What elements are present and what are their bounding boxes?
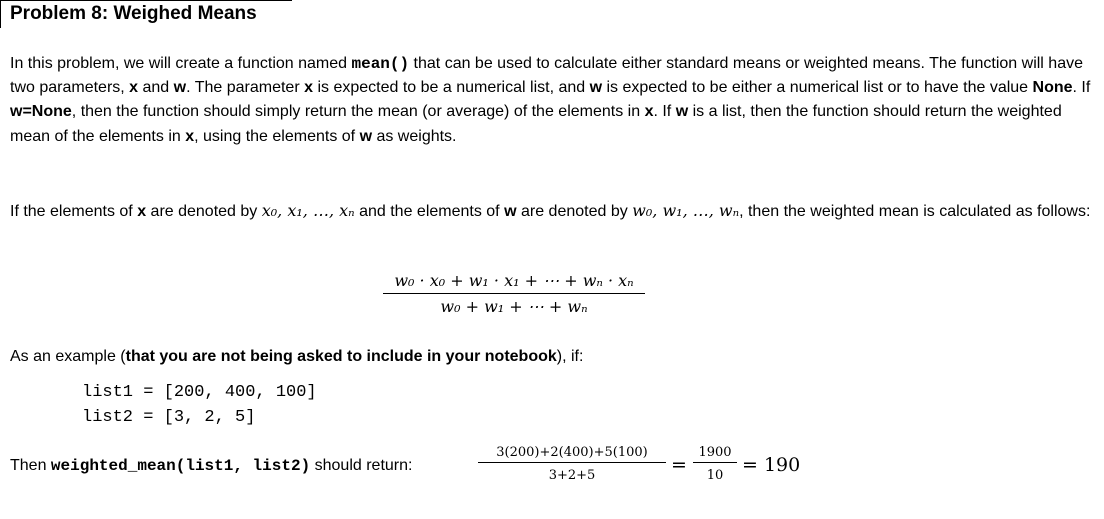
sum-numerator: 3(200)+2(400)+5(100) — [496, 445, 648, 460]
sum-denominator: 3+2+5 — [548, 468, 596, 483]
result-numerator: 1900 — [698, 445, 732, 460]
w-sequence: w₀, w₁, …, wₙ — [632, 201, 740, 220]
fraction-bar — [383, 293, 645, 294]
x-sequence: x₀, x₁, …, xₙ — [261, 201, 355, 220]
final-result: = 190 — [742, 454, 801, 476]
intro-paragraph: In this problem, we will create a function named mean() that can be used to calculate either standard means or weighted means. The function will have two parameters, x and w. The parameter x is expected to be a numerical list, and w is expected to be either a numerical list or to have the value None. If w=None, then the function should simply return the mean (or average) of the elements in x. If w is a list, then the function should return the weighted mean of the elements in x, using the elements of w as weights. — [10, 55, 1091, 145]
sum-fraction — [478, 444, 666, 485]
function-call: weighted_mean(list1, list2) — [50, 457, 311, 475]
page-title: Problem 8: Weighed Means — [10, 3, 257, 24]
equals-sign: = — [671, 454, 687, 476]
code-line: list2 = [3, 2, 5] — [82, 408, 256, 427]
result-fraction — [693, 444, 737, 485]
formula-numerator: w₀ · x₀ + w₁ · x₁ + ⋯ + wₙ · xₙ — [394, 271, 634, 290]
formula-denominator: w₀ + w₁ + ⋯ + wₙ — [440, 297, 588, 316]
example-paragraph: As an example (that you are not being asked to include in your notebook), if: — [10, 348, 584, 365]
code-block — [82, 380, 317, 430]
function-name: mean() — [351, 55, 410, 73]
weighted-mean-formula — [383, 270, 645, 318]
result-denominator: 10 — [706, 468, 724, 483]
code-line: list1 = [200, 400, 100] — [82, 383, 317, 402]
result-line: Then weighted_mean(list1, list2) should return: — [10, 457, 413, 475]
definition-paragraph: If the elements of x are denoted by x₀, x₁, …, xₙ and the elements of w are denoted by w₀, w₁, …, wₙ, then the weighted mean is calculated as follows: — [10, 201, 1091, 220]
